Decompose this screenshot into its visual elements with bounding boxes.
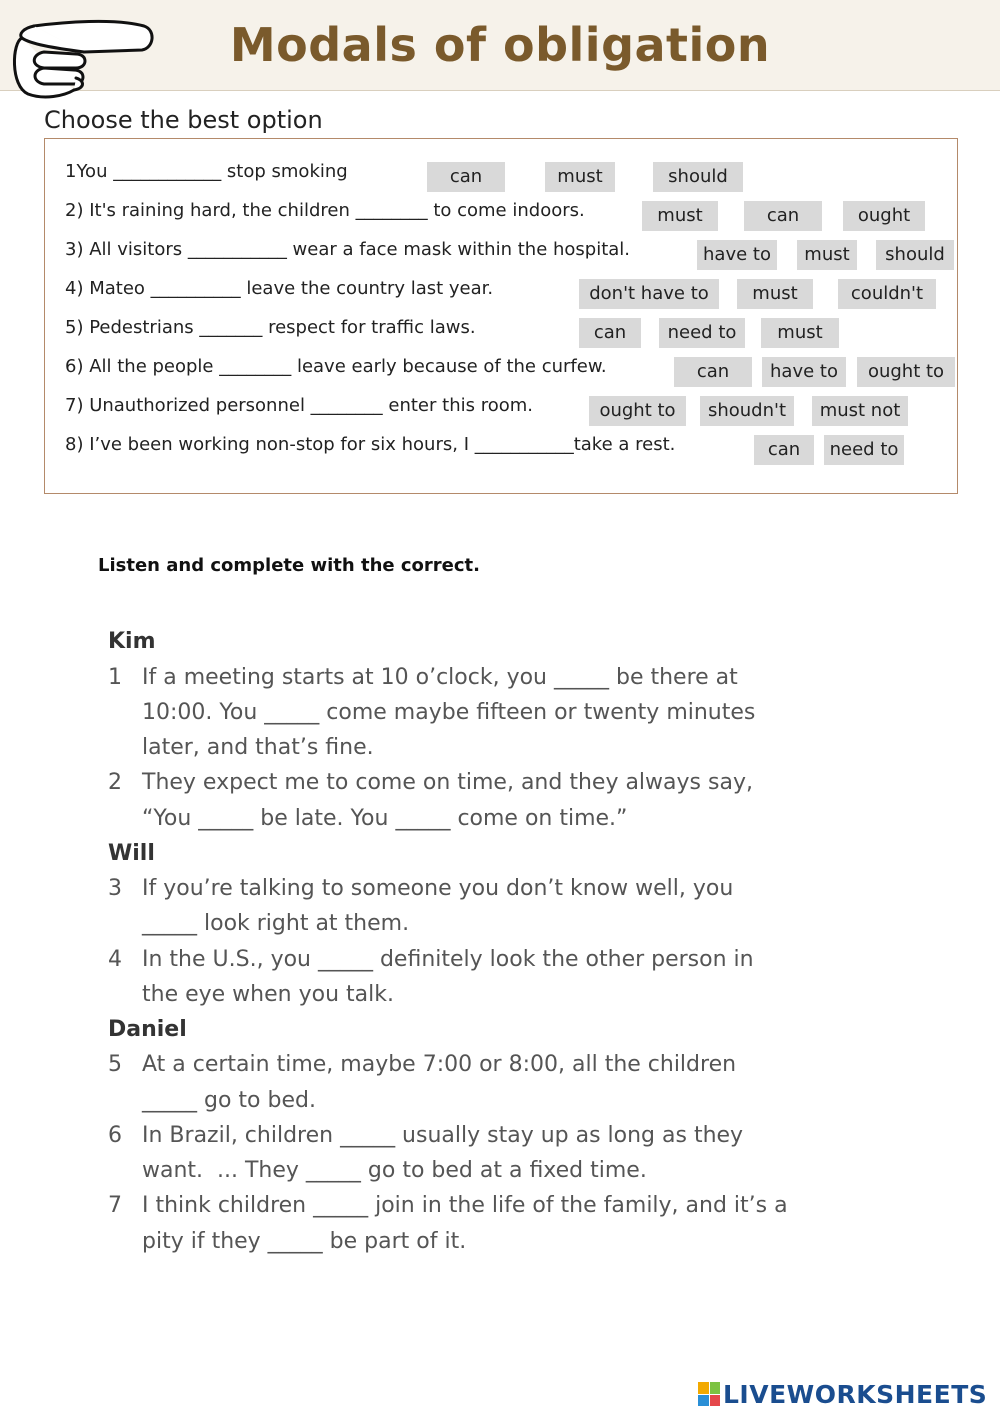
question-3: 3) All visitors ___________ wear a face mask within the hospital. xyxy=(65,239,631,260)
logo-grid-icon xyxy=(698,1382,720,1406)
liveworksheets-logo xyxy=(698,1378,987,1410)
listen-line-15: pity if they _____ be part of it. xyxy=(142,1229,467,1254)
listen-line-9: the eye when you talk. xyxy=(142,982,394,1007)
speaker-will: Will xyxy=(108,841,155,866)
q6-option-can[interactable]: can xyxy=(674,357,752,387)
item-number-7: 7 xyxy=(108,1193,122,1218)
page-title: Modals of obligation xyxy=(229,18,771,72)
q8-option-need-to[interactable]: need to xyxy=(824,435,904,465)
q8-option-can[interactable]: can xyxy=(754,435,814,465)
q4-option-couldnt[interactable]: couldn't xyxy=(838,279,936,309)
listen-line-3: later, and that’s fine. xyxy=(142,735,374,760)
question-7: 7) Unauthorized personnel ________ enter this room. xyxy=(65,395,533,416)
q1-option-can[interactable]: can xyxy=(427,162,505,192)
section1-instruction: Choose the best option xyxy=(44,106,323,134)
listen-line-8: In the U.S., you _____ definitely look the other person in xyxy=(142,947,754,972)
q5-option-can[interactable]: can xyxy=(579,318,641,348)
listen-line-12: In Brazil, children _____ usually stay up as long as they xyxy=(142,1123,744,1148)
item-number-3: 3 xyxy=(108,876,122,901)
q6-option-have-to[interactable]: have to xyxy=(762,357,846,387)
listen-line-14: I think children _____ join in the life of the family, and it’s a xyxy=(142,1193,788,1218)
listen-line-11: _____ go to bed. xyxy=(142,1088,316,1113)
question-2: 2) It's raining hard, the children ________ to come indoors. xyxy=(65,200,585,221)
item-number-1: 1 xyxy=(108,665,122,690)
q1-option-should[interactable]: should xyxy=(653,162,743,192)
question-8: 8) I’ve been working non-stop for six hours, I ___________take a rest. xyxy=(65,434,676,455)
listen-line-10: At a certain time, maybe 7:00 or 8:00, all the children xyxy=(142,1052,737,1077)
q5-option-must[interactable]: must xyxy=(761,318,839,348)
q3-option-must[interactable]: must xyxy=(797,240,857,270)
listen-line-13: want. ... They _____ go to bed at a fixed time. xyxy=(142,1158,647,1183)
speaker-daniel: Daniel xyxy=(108,1017,187,1042)
listen-line-1: If a meeting starts at 10 o’clock, you _____ be there at xyxy=(142,665,738,690)
q1-option-must[interactable]: must xyxy=(545,162,615,192)
listen-line-6: If you’re talking to someone you don’t know well, you xyxy=(142,876,734,901)
item-number-4: 4 xyxy=(108,947,122,972)
q7-option-ought-to[interactable]: ought to xyxy=(589,396,686,426)
item-number-5: 5 xyxy=(108,1052,122,1077)
q3-option-have-to[interactable]: have to xyxy=(697,240,777,270)
q4-option-dont-have-to[interactable]: don't have to xyxy=(579,279,719,309)
question-5: 5) Pedestrians _______ respect for traffic laws. xyxy=(65,317,476,338)
section2-instruction: Listen and complete with the correct. xyxy=(98,555,480,576)
q3-option-should[interactable]: should xyxy=(876,240,954,270)
q2-option-can[interactable]: can xyxy=(744,201,822,231)
q2-option-ought[interactable]: ought xyxy=(843,201,925,231)
speaker-kim: Kim xyxy=(108,629,156,654)
brand-name: LIVEWORKSHEETS xyxy=(723,1379,988,1409)
q4-option-must[interactable]: must xyxy=(737,279,813,309)
header-band xyxy=(0,0,1000,91)
listen-line-4: They expect me to come on time, and they always say, xyxy=(142,770,753,795)
question-4: 4) Mateo __________ leave the country last year. xyxy=(65,278,494,299)
q6-option-ought-to[interactable]: ought to xyxy=(857,357,955,387)
q7-option-shoudnt[interactable]: shoudn't xyxy=(700,396,794,426)
q2-option-must[interactable]: must xyxy=(642,201,718,231)
listen-line-7: _____ look right at them. xyxy=(142,911,410,936)
question-6: 6) All the people ________ leave early because of the curfew. xyxy=(65,356,607,377)
item-number-2: 2 xyxy=(108,770,122,795)
q5-option-need-to[interactable]: need to xyxy=(659,318,745,348)
listen-line-5: “You _____ be late. You _____ come on time.” xyxy=(142,806,628,831)
item-number-6: 6 xyxy=(108,1123,122,1148)
q7-option-must-not[interactable]: must not xyxy=(812,396,908,426)
question-1: 1You ____________ stop smoking xyxy=(65,161,348,182)
listen-line-2: 10:00. You _____ come maybe fifteen or twenty minutes xyxy=(142,700,756,725)
